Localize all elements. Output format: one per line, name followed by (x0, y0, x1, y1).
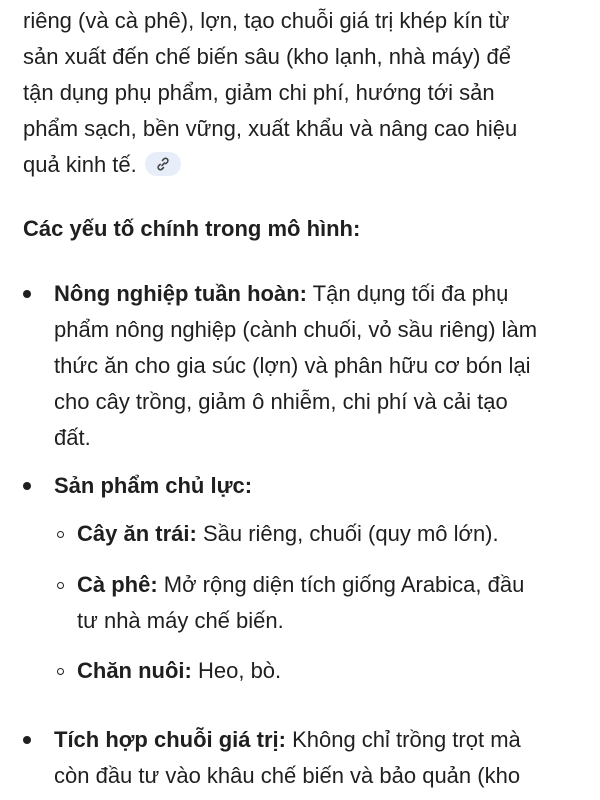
intro-line-1: riêng (và cà phê), lợn, tạo chuỗi giá trị khép kín từ (23, 8, 510, 33)
bullet-dot (23, 736, 31, 744)
sub-item-1-title: Cây ăn trái: (77, 521, 197, 546)
item-3-text-1: Không chỉ trồng trọt mà (285, 727, 521, 752)
intro-line-4: phẩm sạch, bền vững, xuất khẩu và nâng cao hiệu (23, 116, 518, 141)
item-3-line-1 (54, 722, 521, 758)
bullet-dot (23, 482, 31, 490)
bullet-dot (23, 290, 31, 298)
item-1-line-3: thức ăn cho gia súc (lợn) và phân hữu cơ bón lại (54, 353, 531, 378)
item-2-title: Sản phẩm chủ lực: (54, 473, 253, 498)
intro-line-2: sản xuất đến chế biến sâu (kho lạnh, nhà máy) để (23, 44, 511, 69)
sub-bullet-ring (57, 531, 64, 538)
intro-line-5-wrap (23, 147, 181, 183)
sub-item-1-text: Sầu riêng, chuối (quy mô lớn). (196, 521, 499, 546)
intro-line-5: quả kinh tế. (23, 152, 137, 177)
item-3-title: Tích hợp chuỗi giá trị: (54, 727, 286, 752)
item-1-line-1 (54, 276, 508, 312)
item-1-line-2: phẩm nông nghiệp (cành chuối, vỏ sầu riêng) làm (54, 317, 538, 342)
sub-item-3-title: Chăn nuôi: (77, 658, 192, 683)
item-1-line-4: cho cây trồng, giảm ô nhiễm, chi phí và cải tạo (54, 389, 508, 414)
sub-item-2-text-1: Mở rộng diện tích giống Arabica, đầu (157, 572, 525, 597)
section-heading: Các yếu tố chính trong mô hình: (23, 216, 361, 241)
item-1-line-5: đất. (54, 425, 91, 450)
sub-item-1 (77, 516, 499, 552)
link-icon (155, 156, 171, 172)
item-1-title: Nông nghiệp tuần hoàn: (54, 281, 307, 306)
item-3-line-2: còn đầu tư vào khâu chế biến và bảo quản (kho (54, 763, 521, 788)
sub-item-3-text: Heo, bò. (191, 658, 282, 683)
sub-bullet-ring (57, 668, 64, 675)
intro-line-3: tận dụng phụ phẩm, giảm chi phí, hướng tới sản (23, 80, 495, 105)
sub-item-2-title: Cà phê: (77, 572, 158, 597)
item-1-text-1: Tận dụng tối đa phụ (306, 281, 509, 306)
sub-item-2-line-2: tư nhà máy chế biến. (77, 608, 284, 633)
sub-item-3 (77, 653, 281, 689)
sub-item-2-line-1 (77, 567, 524, 603)
sub-bullet-ring (57, 582, 64, 589)
source-link-chip[interactable] (145, 152, 181, 176)
